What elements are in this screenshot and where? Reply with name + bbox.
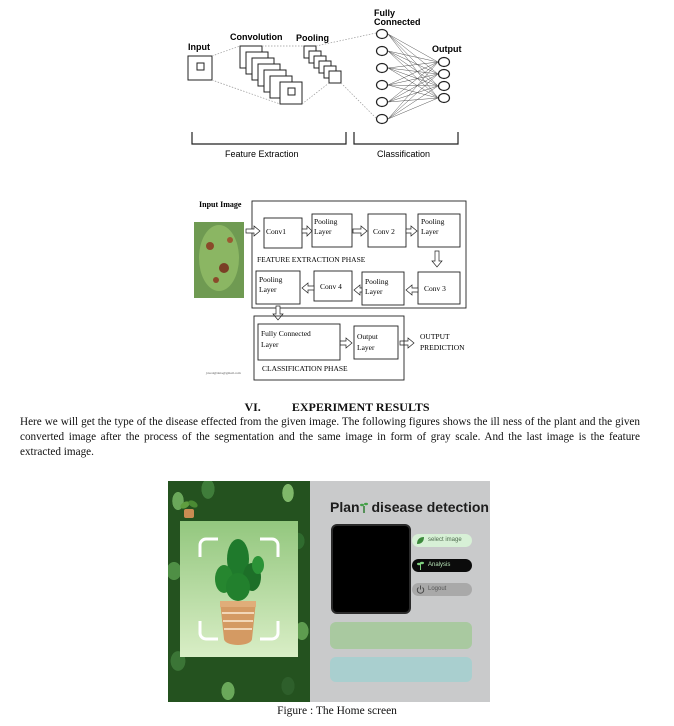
app-title-suffix: disease detection	[367, 499, 489, 515]
image-preview-area	[331, 524, 411, 614]
output-label: Output	[432, 44, 462, 54]
power-icon	[416, 585, 425, 594]
fc-label-1: Fully Connected	[261, 329, 311, 338]
cactus-illustration	[180, 521, 298, 657]
leaf-spot	[219, 263, 229, 273]
leaf-icon	[416, 536, 425, 545]
fc-label-2: Layer	[261, 340, 279, 349]
pooling4-label-1: Pooling	[365, 277, 389, 286]
body-paragraph: Here we will get the type of the disease effected from the given image. The following figures shows the ill ness of the plant and the given converted image after the process of the segmentation and the same image in form of gray scale. And the last image is the feature extracted image.	[20, 416, 640, 458]
home-screen-figure	[168, 481, 490, 702]
conv1-label: Conv1	[266, 227, 287, 236]
fully-connected-label-1: Fully	[374, 8, 396, 18]
input-image-label: Input Image	[199, 200, 242, 209]
pooling1-label-1: Pooling	[314, 217, 338, 226]
leaf-shape	[199, 225, 239, 291]
conv3-label: Conv 3	[424, 284, 446, 293]
classification-bracket	[354, 132, 458, 144]
convolution-stack	[240, 46, 302, 104]
pipeline-diagram	[192, 196, 472, 386]
conv2-label: Conv 2	[373, 227, 395, 236]
section-number: VI.	[244, 400, 261, 414]
small-plant-icon	[178, 495, 200, 521]
logout-button[interactable]	[412, 583, 472, 596]
pooling2-label-2: Layer	[421, 227, 439, 236]
sprout-icon	[360, 501, 368, 513]
convolution-label: Convolution	[230, 32, 283, 42]
fully-connected-label-2: Connected	[374, 17, 421, 27]
analysis-label: Analysis	[428, 562, 451, 568]
logout-label: Logout	[428, 586, 447, 592]
section-heading	[0, 400, 674, 415]
pooling3-label-2: Layer	[259, 285, 277, 294]
app-title-prefix: Plan	[330, 499, 360, 515]
leaf-spot	[227, 237, 233, 243]
leaf-spot	[206, 242, 214, 250]
pooling2-label-1: Pooling	[421, 217, 445, 226]
scan-corner	[260, 621, 278, 639]
pooling3-label-1: Pooling	[259, 275, 283, 284]
feature-phase-label: FEATURE EXTRACTION PHASE	[257, 255, 366, 264]
result-panel-2	[330, 657, 472, 682]
output-layer-label-1: Output	[357, 332, 378, 341]
input-kernel	[197, 63, 204, 70]
pooling4-label-2: Layer	[365, 287, 383, 296]
figure-caption: Figure : The Home screen	[277, 705, 397, 717]
analysis-button[interactable]	[412, 559, 472, 572]
section-title: EXPERIMENT RESULTS	[291, 400, 430, 414]
connection-lines	[212, 33, 376, 118]
pooling-stack	[304, 46, 341, 83]
plant-card	[180, 521, 298, 657]
classification-phase-label: CLASSIFICATION PHASE	[262, 364, 348, 373]
email-label: javed@data@gmail.com	[206, 371, 241, 375]
plant-icon	[416, 561, 425, 570]
app-title	[330, 499, 489, 515]
pooling1-label-2: Layer	[314, 227, 332, 236]
select-image-button[interactable]	[412, 534, 472, 547]
scan-corner	[260, 539, 278, 557]
pooling-label: Pooling	[296, 33, 329, 43]
scan-corner	[200, 539, 218, 557]
conv4-label: Conv 4	[320, 282, 342, 291]
fully-connected-nodes	[377, 30, 388, 124]
leaf-spot	[213, 277, 219, 283]
classification-label: Classification	[377, 149, 431, 159]
input-square	[188, 56, 212, 80]
cnn-architecture-diagram	[180, 0, 480, 165]
feature-extraction-label: Feature Extraction	[225, 149, 299, 159]
output-prediction-label-2: PREDICTION	[420, 343, 465, 352]
result-panel-1	[330, 622, 472, 649]
output-nodes	[439, 58, 450, 103]
scan-corner	[200, 621, 218, 639]
select-image-label: select image	[428, 537, 462, 543]
feature-extraction-bracket	[192, 132, 346, 144]
input-label: Input	[188, 42, 210, 52]
output-layer-label-2: Layer	[357, 343, 375, 352]
fc-edges	[388, 34, 438, 119]
output-prediction-label-1: OUTPUT	[420, 332, 450, 341]
